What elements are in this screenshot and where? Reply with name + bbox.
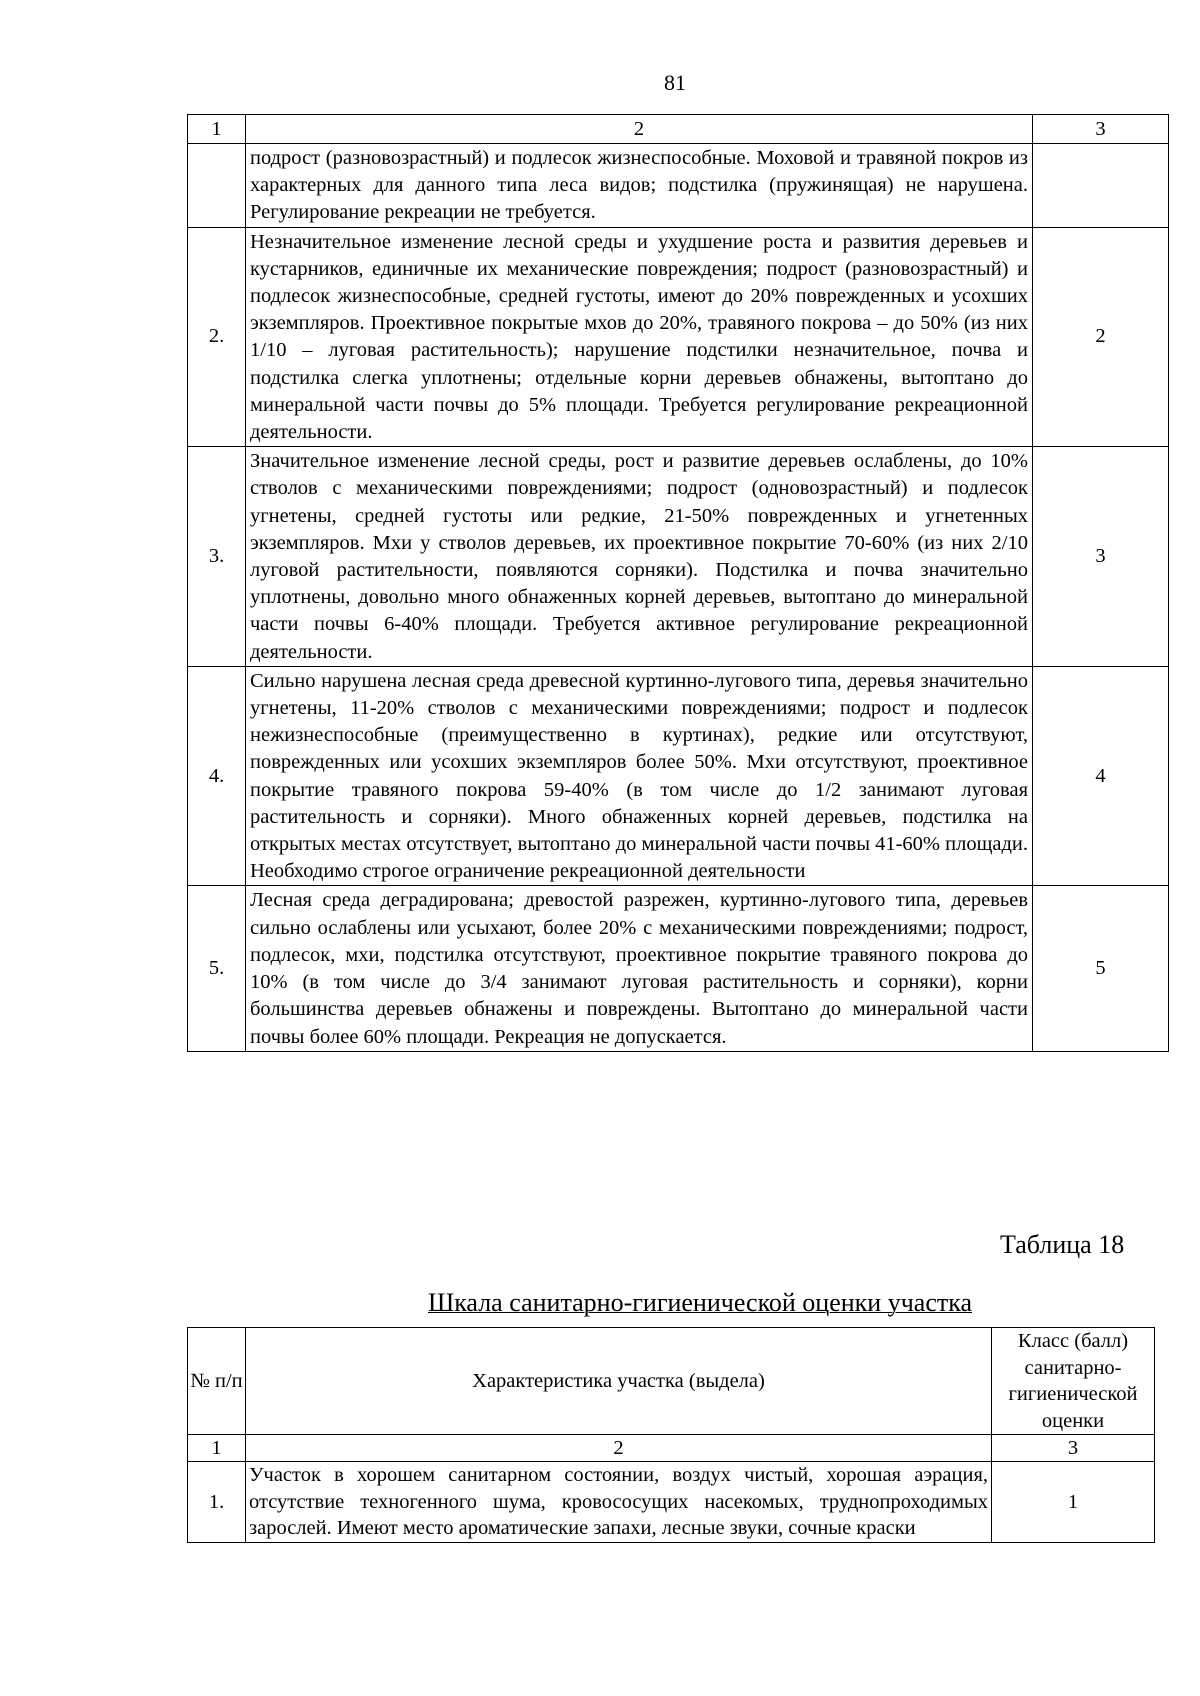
row-class: 1 [992,1462,1155,1543]
header-cell: 1 [188,115,246,144]
header-cell: 1 [188,1435,246,1462]
row-description: Участок в хорошем санитарном состоянии, воздух чистый, хорошая аэрация, отсутствие техногенного шума, кровососущих насекомых, труднопроходимых зарослей. Имеют место ароматические запахи, лесные звуки, сочные краски [246,1462,992,1543]
sanitary-scale-table [187,1327,1155,1543]
row-description: Значительное изменение лесной среды, рост и развитие деревьев ослаблены, до 10% стволов с механическими повреждениями; подрост (одновозрастный) и подлесок угнетены, средней густоты или редкие, 21-50% поврежденных и угнетенных экземпляров. Мхи у стволов деревьев, их проективное покрытие 70-60% (из них 2/10 луговой растительности, появляются сорняки). Подстилка и почва значительно уплотнены, довольно много обнаженных корней деревьев, вытоптано до минеральной части почвы 6-40% площади. Требуется активное регулирование рекреационной деятельности. [246,447,1033,667]
table-row [188,666,1169,886]
page-number: 81 [664,70,686,95]
row-number: 1. [188,1462,246,1543]
recreation-table [187,114,1169,1052]
table-label: Таблица 18 [1000,1230,1125,1259]
row-class [1033,144,1169,228]
column-number-heading: № п/п [188,1328,246,1435]
table-header-row [188,115,1169,144]
row-number [188,144,246,228]
column-characteristic-heading: Характеристика участка (выдела) [246,1328,992,1435]
row-description: Лесная среда деградирована; древостой разрежен, куртинно-лугового типа, деревьев сильно ослаблены или усыхают, более 20% с механическими повреждениями; подрост, подлесок, мхи, подстилка отсутствуют, проективное покрытие травяного покрова до 10% (в том числе до 3/4 занимают луговая растительность и сорняки), корни большинства деревьев обнажены и повреждены. Вытоптано до минеральной части почвы более 60% площади. Рекреация не допускается. [246,886,1033,1051]
table-row [188,1462,1155,1543]
row-class: 2 [1033,227,1169,447]
row-class: 5 [1033,886,1169,1051]
table-head-row [188,1328,1155,1435]
row-description: Незначительное изменение лесной среды и ухудшение роста и развития деревьев и кустарников, единичные их механические повреждения; подрост (разновозрастный) и подлесок жизнеспособные, средней густоты, имеют до 20% поврежденных и усохших экземпляров. Проективное покрытые мхов до 20%, травяного покрова – до 50% (из них 1/10 – луговая растительность); нарушение подстилки незначительное, почва и подстилка слегка уплотнены; отдельные корни деревьев обнажены, вытоптано до минеральной части почвы до 5% площади. Требуется регулирование рекреационной деятельности. [246,227,1033,447]
table-header-row [188,1435,1155,1462]
column-class-heading: Класс (балл) санитарно-гигиенической оценки [992,1328,1155,1435]
table-row [188,227,1169,447]
row-number: 2. [188,227,246,447]
header-cell: 2 [246,1435,992,1462]
row-class: 4 [1033,666,1169,886]
table-row [188,886,1169,1051]
table-caption: Шкала санитарно-гигиенической оценки участка [427,1288,973,1317]
header-cell: 3 [992,1435,1155,1462]
row-number: 5. [188,886,246,1051]
row-class: 3 [1033,447,1169,667]
table-row [188,447,1169,667]
table-row [188,144,1169,228]
row-description: Сильно нарушена лесная среда древесной куртинно-лугового типа, деревья значительно угнетены, 11-20% стволов с механическими повреждениями; подрост и подлесок нежизнеспособные (преимущественно в куртинах), редкие или отсутствуют, поврежденных или усохших экземпляров более 50%. Мхи отсутствуют, проективное покрытие травяного покрова 59-40% (в том числе до 1/2 занимают луговая растительность и сорняки). Много обнаженных корней деревьев, подстилка на открытых местах отсутствует, вытоптано до минеральной части почвы 41-60% площади. Необходимо строгое ограничение рекреационной деятельности [246,666,1033,886]
header-cell: 3 [1033,115,1169,144]
header-cell: 2 [246,115,1033,144]
row-number: 4. [188,666,246,886]
row-number: 3. [188,447,246,667]
row-description: подрост (разновозрастный) и подлесок жизнеспособные. Моховой и травяной покров из характерных для данного типа леса видов; подстилка (пружинящая) не нарушена. Регулирование рекреации не требуется. [246,144,1033,228]
